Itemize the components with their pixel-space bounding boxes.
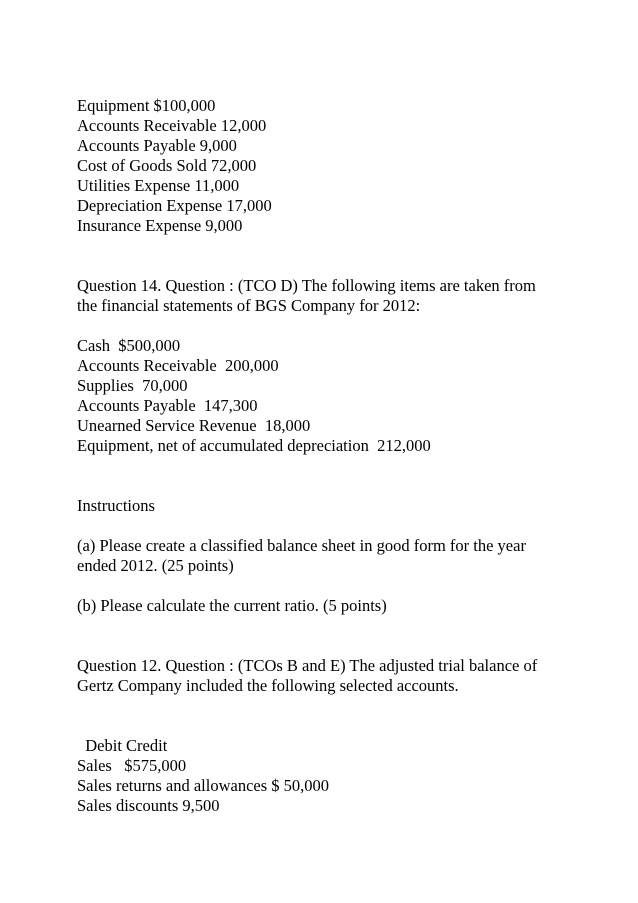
question-14: [77, 276, 597, 616]
account-line: Accounts Receivable 12,000: [77, 116, 267, 135]
column-header: Debit Credit: [77, 736, 168, 755]
part-b-text: (b) Please calculate the current ratio. (5 points): [77, 596, 387, 615]
account-line: Depreciation Expense 17,000: [77, 196, 272, 215]
account-line: Utilities Expense 11,000: [77, 176, 240, 195]
part-a-text: ended 2012. (25 points): [77, 556, 234, 575]
item-line: Accounts Payable 147,300: [77, 396, 258, 415]
item-line: Sales $575,000: [77, 756, 187, 775]
question-12-text: Gertz Company included the following selected accounts.: [77, 676, 459, 695]
item-line: Supplies 70,000: [77, 376, 188, 395]
account-line: Equipment $100,000: [77, 96, 216, 115]
question-14-items: [77, 336, 597, 456]
question-14-text: Question 14. Question : (TCO D) The following items are taken from: [77, 276, 536, 295]
question-14-text: the financial statements of BGS Company for 2012:: [77, 296, 421, 315]
item-line: Accounts Receivable 200,000: [77, 356, 279, 375]
document-page: [77, 96, 597, 816]
account-line: Accounts Payable 9,000: [77, 136, 237, 155]
question-12: [77, 656, 597, 816]
question-12-text: Question 12. Question : (TCOs B and E) The adjusted trial balance of: [77, 656, 538, 675]
item-line: Equipment, net of accumulated depreciation 212,000: [77, 436, 431, 455]
account-line: Insurance Expense 9,000: [77, 216, 243, 235]
item-line: Cash $500,000: [77, 336, 181, 355]
account-line: Cost of Goods Sold 72,000: [77, 156, 257, 175]
item-line: Unearned Service Revenue 18,000: [77, 416, 311, 435]
item-line: Sales discounts 9,500: [77, 796, 220, 815]
instructions-heading: Instructions: [77, 496, 155, 515]
part-a-text: (a) Please create a classified balance sheet in good form for the year: [77, 536, 526, 555]
item-line: Sales returns and allowances $ 50,000: [77, 776, 330, 795]
account-list: [77, 96, 597, 236]
